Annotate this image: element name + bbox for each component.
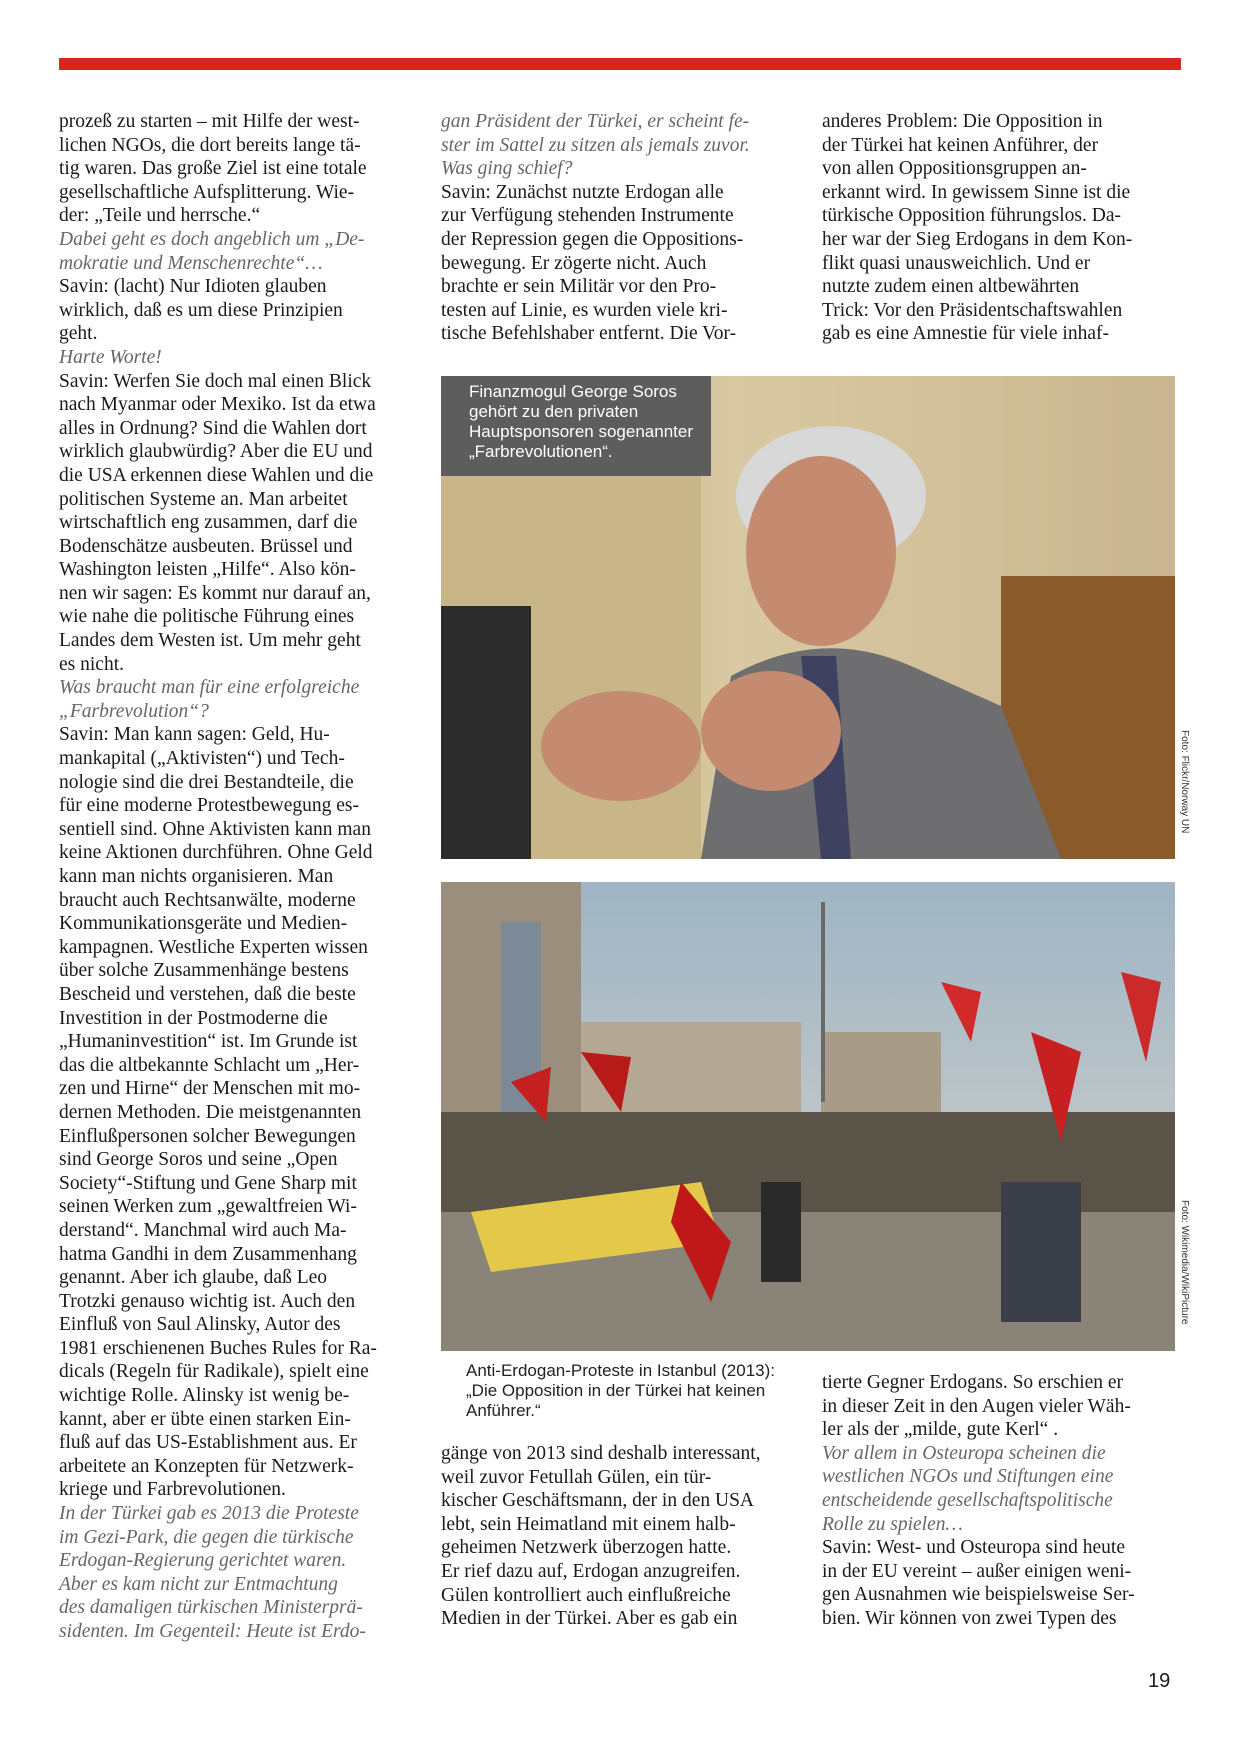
text-line: dernen Methoden. Die meistgenannten [59,1101,362,1123]
text-line: zen und Hirne“ der Menschen mit mo- [59,1078,361,1100]
text-line: zur Verfügung stehenden Instrumente [441,205,734,227]
text-line: Dabei geht es doch angeblich um „De- [59,228,365,250]
text-line: Einflußpersonen solcher Bewegungen [59,1125,356,1147]
text-line: gan Präsident der Türkei, er scheint fe- [441,111,750,132]
text-line: gab es eine Amnestie für viele inhaf- [822,323,1109,345]
text-line: lichen NGOs, die dort bereits lange tä- [59,134,361,156]
text-line: weil zuvor Fetullah Gülen, ein tür- [441,1466,712,1488]
text-line: nach Myanmar oder Mexiko. Ist da etwa [59,394,376,416]
text-line: 1981 erschienenen Buches Rules for Ra- [59,1337,377,1359]
text-line: Landes dem Westen ist. Um mehr geht [59,630,361,652]
text-line: Rolle zu spielen… [822,1513,963,1535]
text-line: sind George Soros und seine „Open [59,1149,338,1171]
text-line: Aber es kam nicht zur Entmachtung [59,1573,338,1595]
text-line: kampagnen. Westliche Experten wissen [59,936,368,958]
text-line: „Humaninvestition“ ist. Im Grunde ist [59,1031,358,1053]
text-line: keine Aktionen durchführen. Ohne Geld [59,842,373,864]
text-line: gesellschaftliche Aufsplitterung. Wie- [59,181,355,203]
text-line: Savin: Man kann sagen: Geld, Hu- [59,724,330,746]
text-line: für eine moderne Protestbewegung es- [59,795,359,817]
text-line: kriege und Farbrevolutionen. [59,1479,286,1501]
text-line: hatma Gandhi in dem Zusammenhang [59,1243,357,1265]
text-line: kann man nichts organisieren. Man [59,866,334,887]
text-line: Savin: Werfen Sie doch mal einen Blick [59,370,372,392]
photo1-caption: Finanzmogul George Soros gehört zu den privaten Hauptsponsoren sogenannter „Farbrevolutionen“. [441,376,711,476]
text-line: westlichen NGOs und Stiftungen eine [822,1466,1114,1488]
text-line: nen wir sagen: Es kommt nur darauf an, [59,582,371,604]
text-line: prozeß zu starten – mit Hilfe der west- [59,111,360,132]
text-line: mankapital („Aktivisten“) und Tech- [59,748,345,770]
text-line: nutzte zudem einen altbewährten [822,276,1080,298]
text-line: bewegung. Er zögerte nicht. Auch [441,252,707,274]
text-line: im Gezi-Park, die gegen die türkische [59,1526,354,1548]
text-line: wirklich, daß es um diese Prinzipien [59,299,343,321]
text-line: genannt. Aber ich glaube, daß Leo [59,1267,328,1289]
text-line: Er rief dazu auf, Erdogan anzugreifen. [441,1560,741,1582]
text-line: dicals (Regeln für Radikale), spielt eine [59,1361,369,1383]
text-line: testen auf Linie, es wurden viele kri- [441,299,728,321]
text-line: Savin: West- und Osteuropa sind heute [822,1537,1125,1559]
text-line: erkannt wird. In gewissem Sinne ist die [822,181,1131,203]
text-line: anderes Problem: Die Opposition in [822,111,1103,132]
text-line: gen Ausnahmen wie beispielsweise Ser- [822,1584,1135,1606]
text-line: Society“-Stiftung und Gene Sharp mit [59,1172,357,1194]
photo1-credit: Foto: Flickr/Norway UN [1179,730,1190,834]
photo2-caption: Anti-Erdogan-Proteste in Istanbul (2013): „Die Opposition in der Türkei hat keinen Anführer.“ [466,1361,776,1420]
text-line: tische Befehlshaber entfernt. Die Vor- [441,323,737,345]
text-line: wichtige Rolle. Alinsky ist wenig be- [59,1385,350,1407]
text-line: brachte er sein Militär vor den Pro- [441,276,717,298]
text-line: mokratie und Menschenrechte“… [59,252,323,274]
text-line: geheimen Netzwerk überzogen hatte. [441,1537,732,1559]
text-line: Was braucht man für eine erfolgreiche [59,677,360,699]
text-line: nologie sind die drei Bestandteile, die [59,771,354,793]
text-line: politischen Systeme an. Man arbeitet [59,488,348,510]
text-line: der Repression gegen die Oppositions- [441,228,744,250]
text-line: her war der Sieg Erdogans in dem Kon- [822,228,1133,250]
text-line: ster im Sattel zu sitzen als jemals zuvor. [441,134,750,156]
text-line: gänge von 2013 sind deshalb interessant, [441,1443,761,1464]
protest-photo [441,882,1175,1351]
text-line: die USA erkennen diese Wahlen und die [59,464,374,486]
text-column-2-top [441,110,793,346]
text-line: „Farbrevolution“? [59,700,209,722]
text-line: in dieser Zeit in den Augen vieler Wäh- [822,1395,1131,1417]
text-line: flikt quasi unausweichlich. Und er [822,252,1091,274]
text-line: geht. [59,323,98,345]
text-line: ler als der „milde, gute Kerl“ . [822,1419,1059,1441]
text-line: das die altbekannte Schlacht um „Her- [59,1054,360,1076]
text-column-2-bottom [441,1442,793,1631]
text-line: In der Türkei gab es 2013 die Proteste [59,1503,359,1525]
text-line: seinen Werken zum „gewaltfreien Wi- [59,1196,357,1218]
text-line: fluß auf das US-Establishment aus. Er [59,1432,357,1454]
text-line: tierte Gegner Erdogans. So erschien er [822,1372,1124,1393]
text-line: kannt, aber er übte einen starken Ein- [59,1408,351,1430]
text-line: kischer Geschäftsmann, der in den USA [441,1490,754,1512]
text-line: Vor allem in Osteuropa scheinen die [822,1442,1106,1464]
text-line: lebt, sein Heimatland mit einem halb- [441,1513,736,1535]
text-line: Trotzki genauso wichtig ist. Auch den [59,1290,356,1312]
text-line: sidenten. Im Gegenteil: Heute ist Erdo- [59,1621,366,1642]
text-line: Savin: (lacht) Nur Idioten glauben [59,276,327,298]
photo2-credit: Foto: Wikimedia/WikiPicture [1179,1200,1190,1325]
text-line: es nicht. [59,653,124,675]
text-line: der: „Teile und herrsche.“ [59,205,261,227]
accent-bar [59,58,1181,70]
text-line: Einfluß von Saul Alinsky, Autor des [59,1314,341,1336]
text-line: Harte Worte! [59,346,162,368]
text-line: wirtschaftlich eng zusammen, darf die [59,512,358,534]
text-line: Trick: Vor den Präsidentschaftswahlen [822,299,1123,321]
text-line: derstand“. Manchmal wird auch Ma- [59,1219,347,1241]
text-line: bien. Wir können von zwei Typen des [822,1607,1117,1629]
text-line: Was ging schief? [441,158,573,180]
text-column-3-top [822,110,1174,346]
text-column-3-bottom [822,1371,1174,1631]
text-line: türkische Opposition führungslos. Da- [822,205,1121,227]
text-line: sentiell sind. Ohne Aktivisten kann man [59,818,371,840]
text-line: von allen Oppositionsgruppen an- [822,158,1087,180]
text-line: Bodenschätze ausbeuten. Brüssel und [59,535,353,557]
text-line: in der EU vereint – außer einigen weni- [822,1560,1132,1582]
text-line: Bescheid und verstehen, daß die beste [59,983,356,1005]
text-line: braucht auch Rechtsanwälte, moderne [59,889,356,911]
text-column-1 [59,110,412,1644]
page-number: 19 [1148,1670,1171,1692]
text-line: tig waren. Das große Ziel ist eine totale [59,158,367,180]
text-line: des damaligen türkischen Ministerprä- [59,1597,363,1619]
text-line: Savin: Zunächst nutzte Erdogan alle [441,181,724,203]
text-line: wirklich glaubwürdig? Aber die EU und [59,441,373,463]
text-line: Erdogan-Regierung gerichtet waren. [59,1550,347,1572]
text-line: Washington leisten „Hilfe“. Also kön- [59,559,356,581]
text-line: Medien in der Türkei. Aber es gab ein [441,1608,738,1630]
text-line: wie nahe die politische Führung eines [59,606,355,628]
text-line: Investition in der Postmoderne die [59,1007,328,1029]
text-line: entscheidende gesellschaftspolitische [822,1489,1113,1511]
text-line: der Türkei hat keinen Anführer, der [822,134,1099,156]
text-line: über solche Zusammenhänge bestens [59,960,349,982]
text-line: Kommunikationsgeräte und Medien- [59,913,348,935]
text-line: arbeitete an Konzepten für Netzwerk- [59,1455,354,1477]
text-line: alles in Ordnung? Sind die Wahlen dort [59,417,367,439]
text-line: Gülen kontrolliert auch einflußreiche [441,1584,731,1606]
